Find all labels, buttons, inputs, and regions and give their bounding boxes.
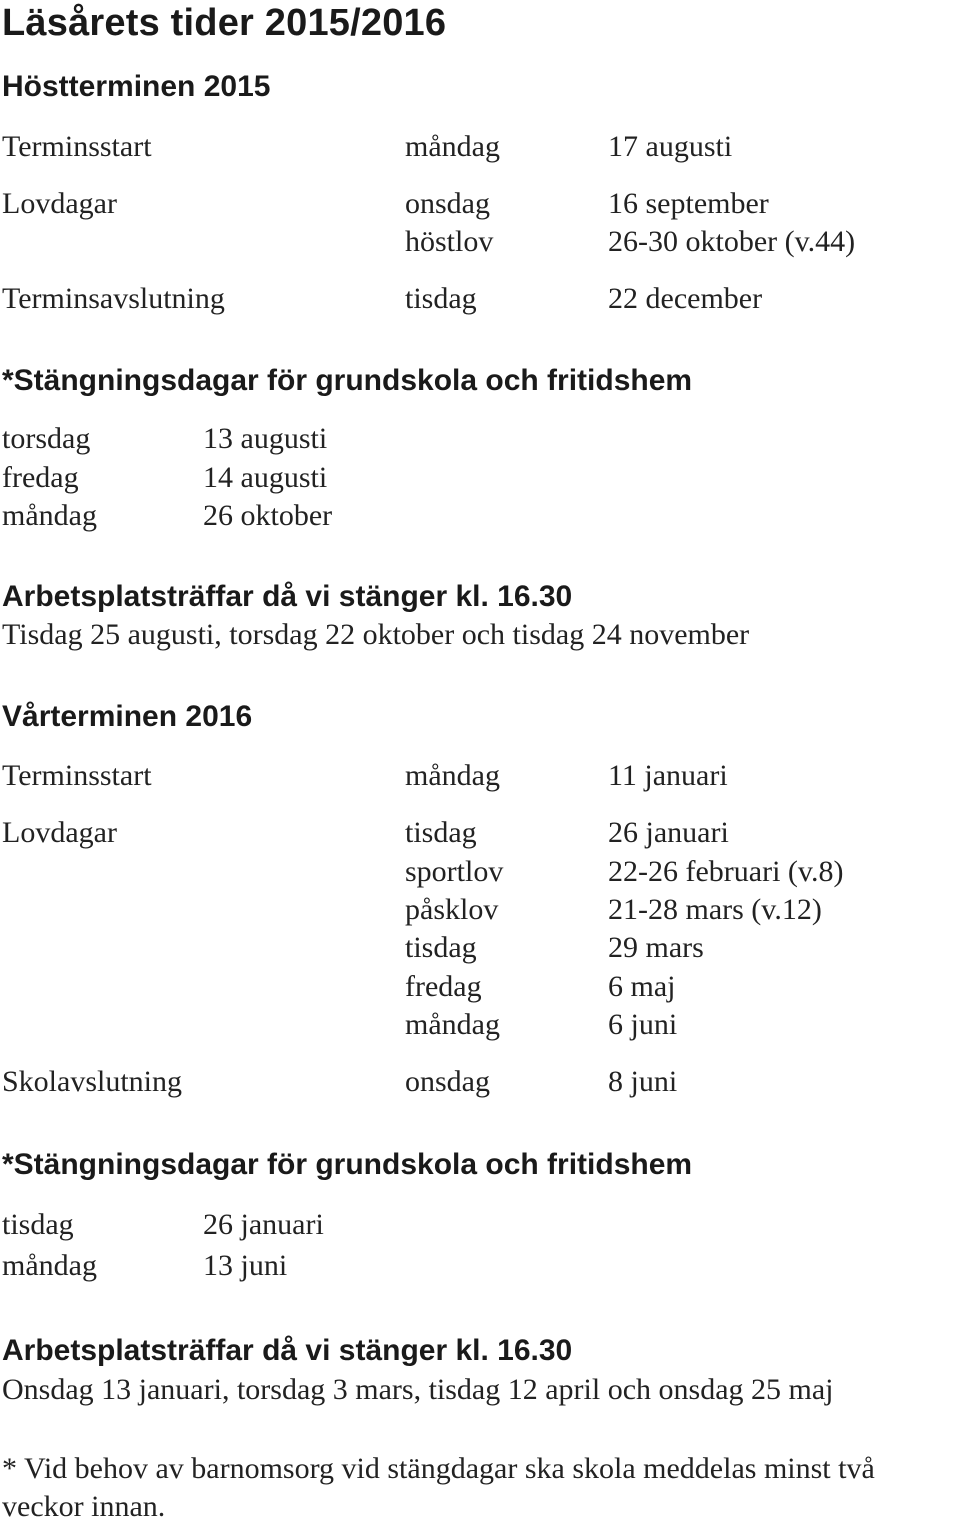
autumn-meetings-heading: Arbetsplatsträffar då vi stänger kl. 16.30	[2, 580, 573, 613]
spring-end-date: 8 juni	[608, 1065, 678, 1098]
spring-meetings-heading: Arbetsplatsträffar då vi stänger kl. 16.30	[2, 1334, 573, 1367]
spring-end-label: Skolavslutning	[2, 1065, 183, 1098]
autumn-closing-day: måndag	[2, 499, 97, 532]
spring-holiday-date: 6 maj	[608, 970, 676, 1003]
spring-holiday-date: 29 mars	[608, 931, 704, 964]
spring-holiday-day: fredag	[405, 970, 482, 1003]
spring-holiday-date: 22-26 februari (v.8)	[608, 855, 844, 888]
spring-closing-date: 26 januari	[203, 1208, 324, 1241]
spring-start-day: måndag	[405, 759, 500, 792]
autumn-holiday-date: 26-30 oktober (v.44)	[608, 225, 856, 258]
spring-holiday-date: 21-28 mars (v.12)	[608, 893, 822, 926]
autumn-holiday-date: 16 september	[608, 187, 769, 220]
spring-meetings-text: Onsdag 13 januari, torsdag 3 mars, tisdag 12 april och onsdag 25 maj	[2, 1373, 834, 1406]
spring-end-day: onsdag	[405, 1065, 490, 1098]
spring-closing-day: måndag	[2, 1249, 97, 1282]
spring-holiday-day: tisdag	[405, 931, 477, 964]
autumn-end-date: 22 december	[608, 282, 763, 315]
autumn-end-day: tisdag	[405, 282, 477, 315]
autumn-holiday-day: höstlov	[405, 225, 494, 258]
autumn-start-date: 17 augusti	[608, 130, 733, 163]
autumn-holiday-day: onsdag	[405, 187, 490, 220]
spring-holiday-day: tisdag	[405, 816, 477, 849]
autumn-start-label: Terminsstart	[2, 130, 152, 163]
spring-holiday-day: sportlov	[405, 855, 504, 888]
autumn-closing-date: 26 oktober	[203, 499, 333, 532]
spring-holidays-label: Lovdagar	[2, 816, 117, 849]
spring-holiday-date: 26 januari	[608, 816, 729, 849]
autumn-start-day: måndag	[405, 130, 500, 163]
page-title: Läsårets tider 2015/2016	[2, 2, 447, 44]
spring-start-label: Terminsstart	[2, 759, 152, 792]
footnote: * Vid behov av barnomsorg vid stängdagar ska skola meddelas minst två veckor innan.	[2, 1452, 875, 1523]
autumn-closing-heading: *Stängningsdagar för grundskola och fritidshem	[2, 364, 693, 397]
autumn-end-label: Terminsavslutning	[2, 282, 225, 315]
spring-start-date: 11 januari	[608, 759, 728, 792]
spring-holiday-day: påsklov	[405, 893, 499, 926]
autumn-meetings-text: Tisdag 25 augusti, torsdag 22 oktober och tisdag 24 november	[2, 618, 750, 651]
spring-holiday-day: måndag	[405, 1008, 500, 1041]
autumn-closing-date: 14 augusti	[203, 461, 328, 494]
autumn-holidays-label: Lovdagar	[2, 187, 117, 220]
autumn-heading: Höstterminen 2015	[2, 70, 271, 103]
spring-holiday-date: 6 juni	[608, 1008, 678, 1041]
autumn-closing-date: 13 augusti	[203, 422, 328, 455]
autumn-closing-day: torsdag	[2, 422, 91, 455]
spring-closing-heading: *Stängningsdagar för grundskola och fritidshem	[2, 1148, 693, 1181]
spring-closing-date: 13 juni	[203, 1249, 288, 1282]
autumn-closing-day: fredag	[2, 461, 79, 494]
spring-closing-day: tisdag	[2, 1208, 74, 1241]
spring-heading: Vårterminen 2016	[2, 700, 253, 733]
